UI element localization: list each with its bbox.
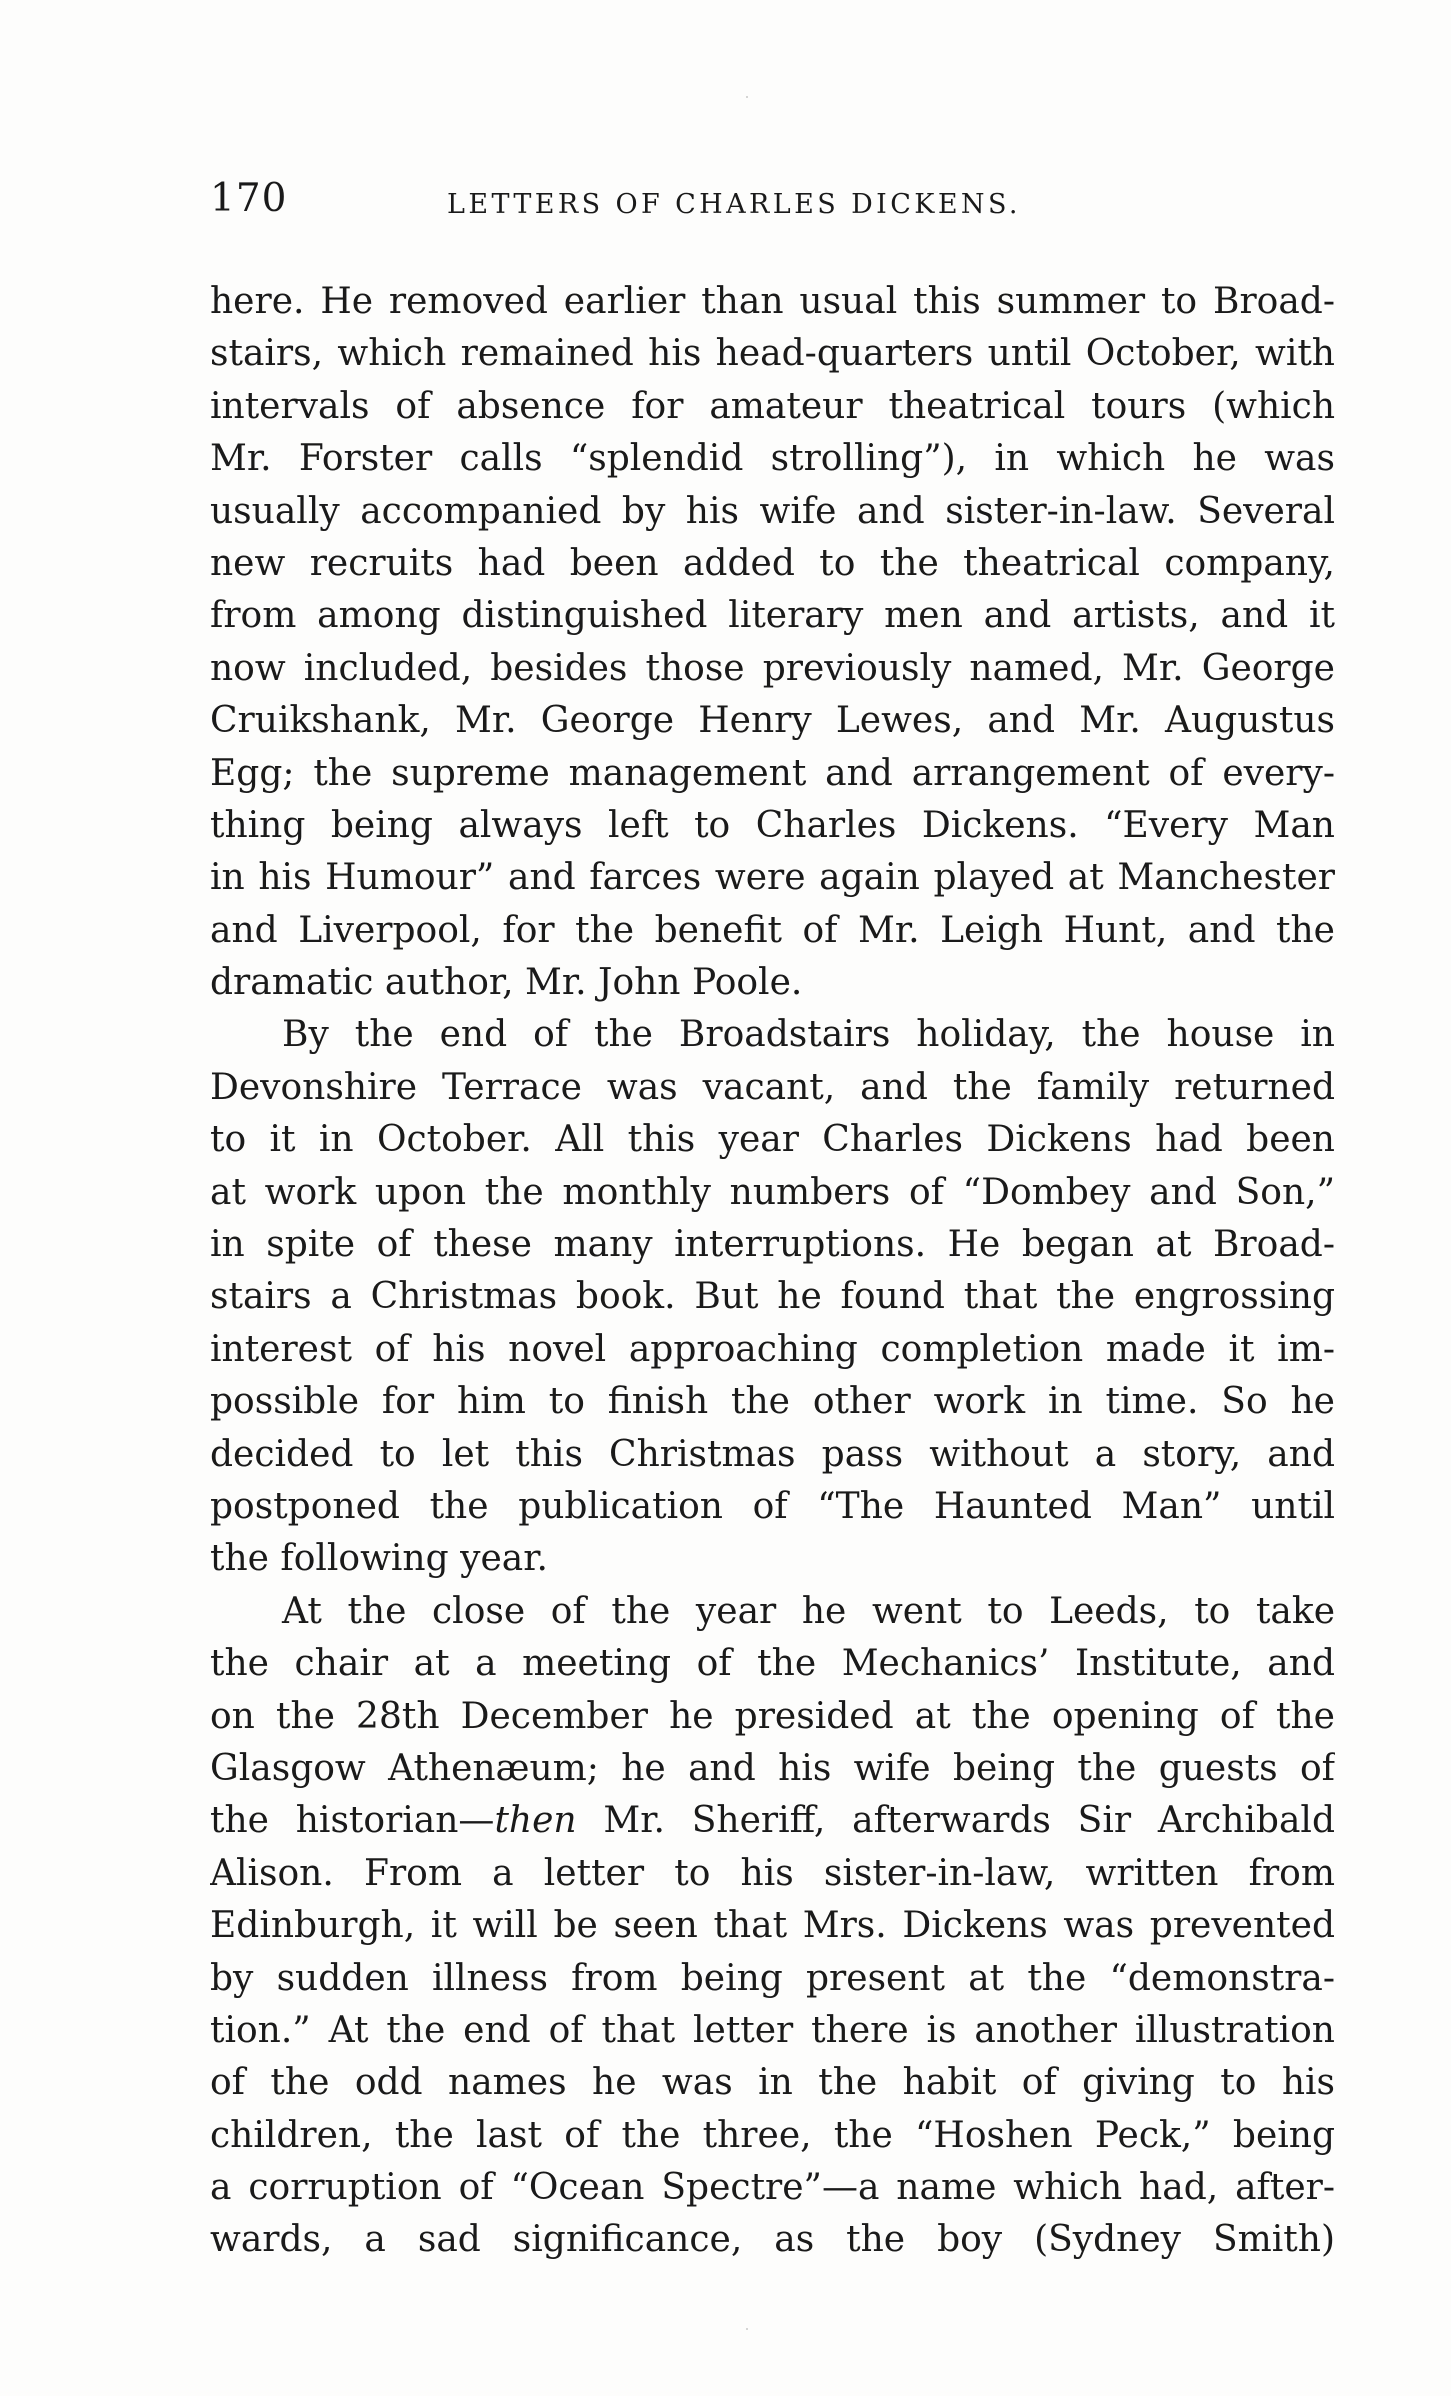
running-title: LETTERS OF CHARLES DICKENS. [447,189,1021,220]
text-line: to it in October. All this year Charles Dickens had been [210,1119,1335,1161]
page-number: 170 [210,176,288,221]
text-line: in his Humour” and farces were again played at Manchester [210,857,1335,899]
text-line: Glasgow Athenæum; he and his wife being the guests of [210,1747,1335,1789]
text-line: by sudden illness from being present at the “demonstra- [210,1957,1335,1999]
text-line: here. He removed earlier than usual this summer to Broad- [210,281,1335,322]
page-header [210,176,1335,236]
text-line: new recruits had been added to the theatrical company, [210,542,1335,584]
text-line: of the odd names he was in the habit of giving to his [210,2062,1335,2104]
text-line: Devonshire Terrace was vacant, and the family returned [210,1066,1335,1108]
text-line: at work upon the monthly numbers of “Dombey and Son,” [210,1171,1335,1213]
text-line: from among distinguished literary men and artists, and it [210,595,1335,637]
body-text [210,276,1335,2267]
text-line: By the end of the Broadstairs holiday, the house in [282,1014,1335,1056]
text-line: decided to let this Christmas pass without a story, and [210,1433,1335,1475]
text-line: stairs, which remained his head-quarters until October, with [210,333,1335,375]
paragraph-1 [210,276,1335,1009]
text-line: postponed the publication of “The Haunted Man” until [210,1485,1335,1527]
text-line: Edinburgh, it will be seen that Mrs. Dickens was prevented [210,1905,1335,1947]
text-line: Mr. Forster calls “splendid strolling”), in which he was [210,438,1335,480]
italic-word: then [494,1800,577,1842]
text-line: the chair at a meeting of the Mechanics’ Institute, and [210,1643,1335,1685]
paragraph-2 [210,1009,1335,1585]
paper-speck [746,96,748,98]
paper-speck [746,2328,748,2330]
text-line: children, the last of the three, the “Hoshen Peck,” being [210,2114,1335,2156]
text-line: now included, besides those previously named, Mr. George [210,647,1335,689]
text-line: intervals of absence for amateur theatrical tours (which [210,385,1335,427]
text-line: tion.” At the end of that letter there is another illustration [210,2009,1335,2051]
text-line: Cruikshank, Mr. George Henry Lewes, and Mr. Augustus [210,700,1335,742]
text-line: on the 28th December he presided at the opening of the [210,1695,1335,1737]
paragraph-3 [210,1586,1335,2267]
text-line: dramatic author, Mr. John Poole. [210,962,803,1004]
text-line: the historian—then Mr. Sheriff, afterwards Sir Archibald [210,1800,1335,1842]
text-line: and Liverpool, for the benefit of Mr. Leigh Hunt, and the [210,909,1335,951]
text-line: thing being always left to Charles Dickens. “Every Man [210,804,1335,846]
text-line: possible for him to finish the other work in time. So he [210,1381,1335,1423]
text-line: the following year. [210,1538,548,1580]
text-line: Alison. From a letter to his sister-in-law, written from [210,1852,1335,1894]
text-line: a corruption of “Ocean Spectre”—a name which had, after- [210,2167,1335,2209]
text-line: At the close of the year he went to Leeds, to take [282,1590,1335,1632]
text-line: stairs a Christmas book. But he found that the engrossing [210,1276,1335,1318]
text-line: interest of his novel approaching completion made it im- [210,1328,1335,1370]
text-line: Egg; the supreme management and arrangement of every- [210,752,1335,794]
text-line: wards, a sad significance, as the boy (Sydney Smith) [210,2219,1335,2261]
text-line: in spite of these many interruptions. He began at Broad- [210,1224,1335,1266]
text-line: usually accompanied by his wife and sister-in-law. Several [210,490,1335,532]
